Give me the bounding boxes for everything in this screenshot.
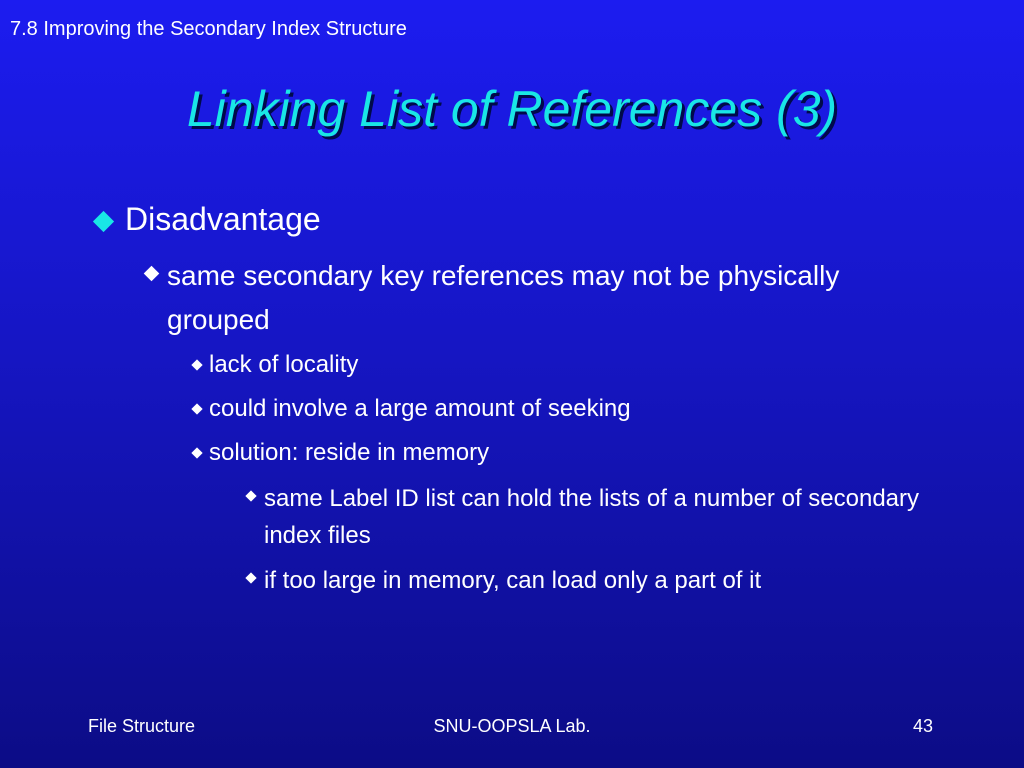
footer-course-title: File Structure	[88, 716, 196, 736]
diamond-bullet-icon	[93, 211, 114, 232]
bullet-lack-of-locality	[191, 350, 358, 380]
diamond-bullet-icon	[245, 490, 256, 501]
slide-title: Linking List of References (3)	[186, 81, 838, 137]
bullet-too-large	[245, 562, 935, 599]
bullet-same-secondary-key	[144, 254, 864, 342]
bullet-text: lack of locality	[209, 351, 359, 378]
bullet-text: Disadvantage	[125, 201, 321, 237]
bullet-text: solution: reside in memory	[209, 439, 490, 466]
bullet-disadvantage	[93, 198, 321, 240]
bullet-text: could involve a large amount of seeking	[209, 395, 631, 422]
bullet-seeking	[191, 394, 631, 424]
bullet-label-id-list	[245, 480, 935, 554]
diamond-bullet-icon	[191, 447, 202, 458]
diamond-bullet-icon	[191, 359, 202, 370]
page-number: 43	[913, 716, 934, 736]
footer-lab-name: SNU-OOPSLA Lab.	[433, 716, 591, 736]
diamond-bullet-icon	[191, 403, 202, 414]
section-header: 7.8 Improving the Secondary Index Structure	[10, 18, 407, 40]
bullet-text: same secondary key references may not be physically grouped	[167, 260, 840, 335]
bullet-solution	[191, 438, 489, 468]
diamond-bullet-icon	[144, 266, 160, 282]
diamond-bullet-icon	[245, 572, 256, 583]
bullet-text: if too large in memory, can load only a part of it	[264, 567, 762, 594]
bullet-text: same Label ID list can hold the lists of a number of secondary index files	[264, 485, 920, 549]
